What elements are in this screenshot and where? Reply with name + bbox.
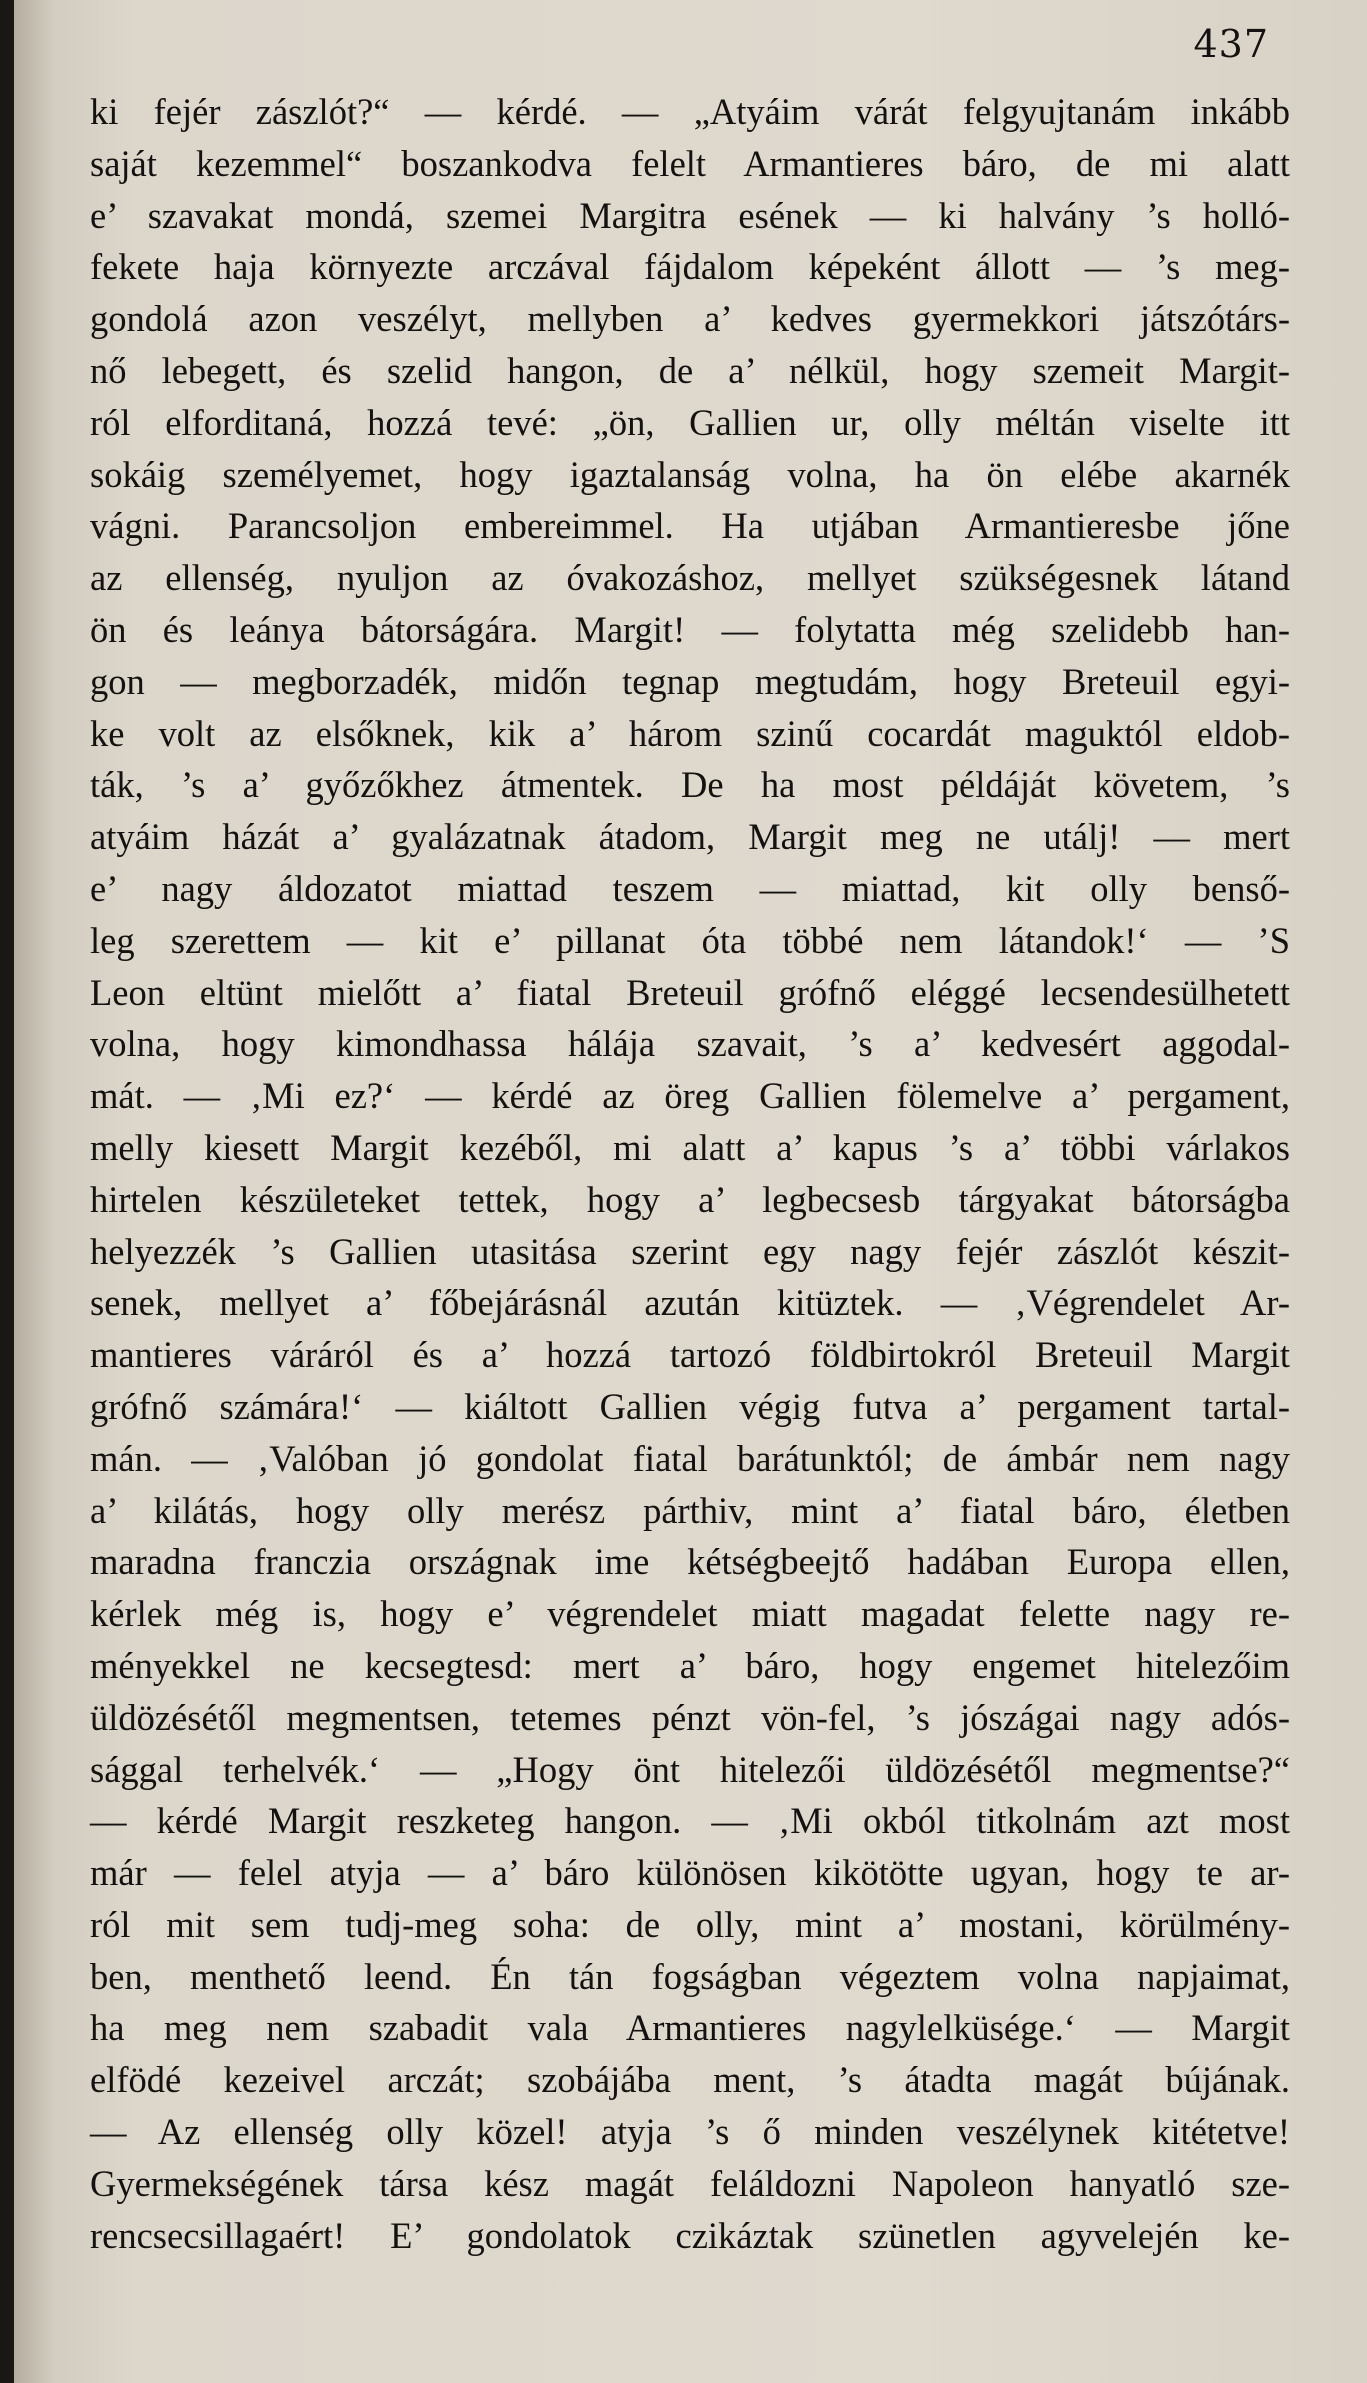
text-line: ki fejér zászlót?“ — kérdé. — „Atyáim várát felgyujtanám inkább (90, 91, 1290, 132)
text-line: maradna franczia országnak ime kétségbeejtő hadában Europa ellen, (90, 1541, 1290, 1583)
text-line: kérlek még is, hogy e’ végrendelet miatt magadat felette nagy re- (90, 1593, 1290, 1635)
text-line: melly kiesett Margit kezéből, mi alatt a’ kapus ’s a’ többi várlakos (90, 1126, 1290, 1168)
text-line: ról mit sem tudj-meg soha: de olly, mint a’ mostani, körülmény- (90, 1903, 1290, 1945)
text-line: sokáig személyemet, hogy igaztalanság volna, ha ön elébe akarnék (90, 453, 1290, 495)
text-line: már — felel atyja — a’ báro különösen kikötötte ugyan, hogy te ar- (90, 1852, 1290, 1894)
text-line: nő lebegett, és szelid hangon, de a’ nélkül, hogy szemeit Margit- (90, 349, 1290, 391)
text-line: az ellenség, nyuljon az óvakozáshoz, mellyet szükségesnek látand (90, 557, 1290, 599)
text-line: Gyermekségének társa kész magát feláldozni Napoleon hanyatló sze- (90, 2162, 1290, 2204)
text-line: ták, ’s a’ győzőkhez átmentek. De ha most példáját követem, ’s (90, 764, 1290, 806)
text-line: elfödé kezeivel arczát; szobájába ment, ’s átadta magát bújának. (90, 2059, 1290, 2101)
text-line: senek, mellyet a’ főbejárásnál azután kitüztek. — ‚Végrendelet Ar- (90, 1282, 1290, 1324)
text-line: Leon eltünt mielőtt a’ fiatal Breteuil grófnő eléggé lecsendesülhetett (90, 971, 1290, 1013)
text-line: grófnő számára!‘ — kiáltott Gallien végig futva a’ pergament tartal- (90, 1385, 1290, 1427)
text-line: mát. — ‚Mi ez?‘ — kérdé az öreg Gallien fölemelve a’ pergament, (90, 1075, 1290, 1117)
text-line: gon — megborzadék, midőn tegnap megtudám, hogy Breteuil egyi- (90, 660, 1290, 702)
text-line: ról elforditaná, hozzá tevé: „ön, Gallien ur, olly méltán viselte itt (90, 401, 1290, 443)
text-line: e’ nagy áldozatot miattad teszem — miattad, kit olly benső- (90, 867, 1290, 909)
text-line: leg szerettem — kit e’ pillanat óta többé nem látandok!‘ — ’S (90, 919, 1290, 961)
text-line: atyáim házát a’ gyalázatnak átadom, Margit meg ne utálj! — mert (90, 816, 1290, 858)
text-line: a’ kilátás, hogy olly merész párthiv, mint a’ fiatal báro, életben (90, 1489, 1290, 1531)
text-line: mán. — ‚Valóban jó gondolat fiatal barátunktól; de ámbár nem nagy (90, 1437, 1290, 1479)
text-line: ha meg nem szabadit vala Armantieres nagylelküsége.‘ — Margit (90, 2007, 1290, 2049)
text-line: ke volt az elsőknek, kik a’ három szinű cocardát maguktól eldob- (90, 712, 1290, 754)
body-text (90, 86, 1290, 2261)
page-number: 437 (1193, 22, 1269, 66)
text-line: sággal terhelvék.‘ — „Hogy önt hitelezői üldözésétől megmentse?“ (90, 1748, 1290, 1790)
text-line: volna, hogy kimondhassa hálája szavait, ’s a’ kedvesért aggodal- (90, 1023, 1290, 1065)
text-line: — Az ellenség olly közel! atyja ’s ő minden veszélynek kitétetve! (90, 2111, 1290, 2153)
text-line: rencsecsillagaért! E’ gondolatok czikáztak szünetlen agyvelején ke- (90, 2214, 1290, 2256)
text-line: fekete haja környezte arczával fájdalom képeként állott — ’s meg- (90, 246, 1290, 288)
text-line: mantieres váráról és a’ hozzá tartozó földbirtokról Breteuil Margit (90, 1334, 1290, 1376)
text-line: ben, menthető leend. Én tán fogságban végeztem volna napjaimat, (90, 1955, 1290, 1997)
text-line: vágni. Parancsoljon embereimmel. Ha utjában Armantieresbe jőne (90, 505, 1290, 547)
text-line: hirtelen készületeket tettek, hogy a’ legbecsesb tárgyakat bátorságba (90, 1178, 1290, 1220)
text-line: ményekkel ne kecsegtesd: mert a’ báro, hogy engemet hitelezőim (90, 1644, 1290, 1686)
text-line: gondolá azon veszélyt, mellyben a’ kedves gyermekkori játszótárs- (90, 298, 1290, 340)
text-line: ön és leánya bátorságára. Margit! — folytatta még szelidebb han- (90, 608, 1290, 650)
text-line: — kérdé Margit reszketeg hangon. — ‚Mi okból titkolnám azt most (90, 1800, 1290, 1842)
text-line: saját kezemmel“ boszankodva felelt Armantieres báro, de mi alatt (90, 142, 1290, 184)
book-page (14, 0, 1367, 2383)
text-line: e’ szavakat mondá, szemei Margitra esének — ki halvány ’s holló- (90, 194, 1290, 236)
text-line: helyezzék ’s Gallien utasitása szerint egy nagy fejér zászlót készit- (90, 1230, 1290, 1272)
text-line: üldözésétől megmentsen, tetemes pénzt vön-fel, ’s jószágai nagy adós- (90, 1696, 1290, 1738)
